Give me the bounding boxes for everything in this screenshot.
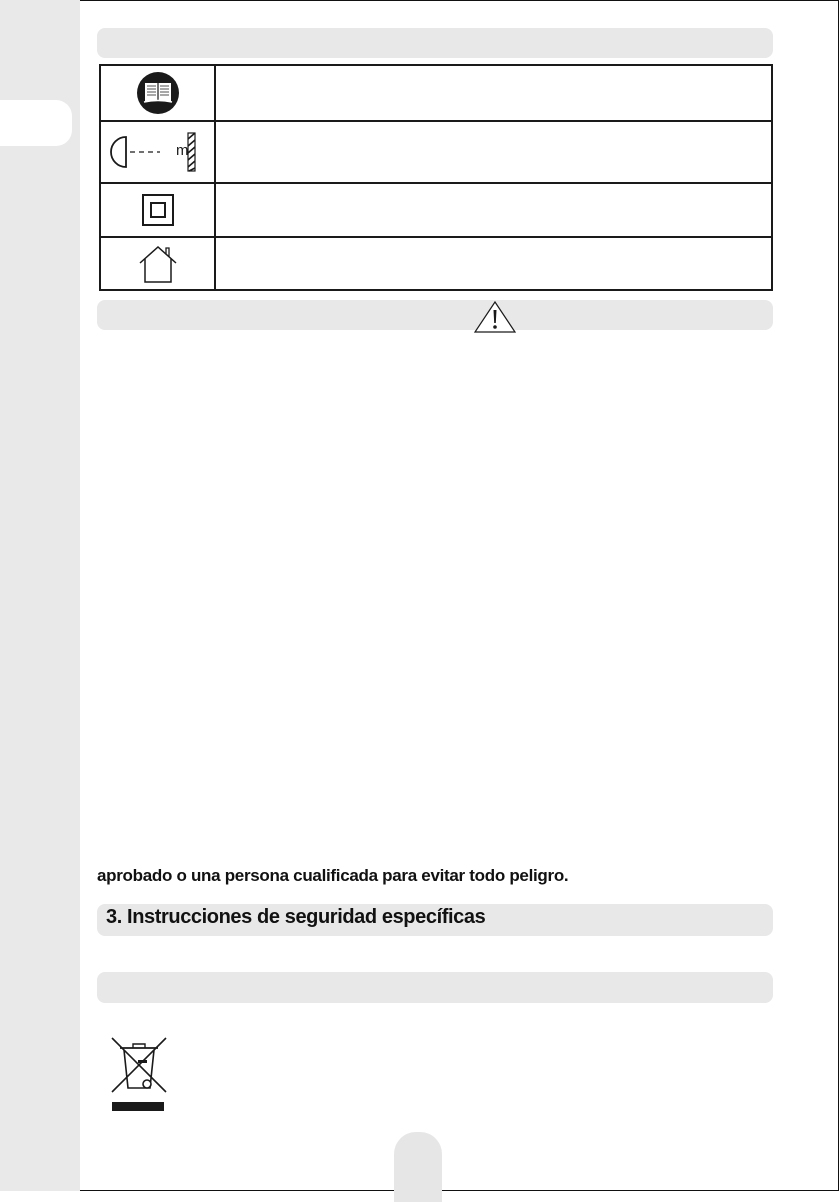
symbol-description	[218, 238, 771, 289]
symbol-row	[101, 66, 771, 122]
crossed-out-bin-weee-icon	[110, 1036, 168, 1119]
read-manual-icon	[101, 66, 216, 120]
symbols-header-bar	[97, 28, 773, 58]
symbol-description	[218, 122, 771, 182]
minimum-distance-icon	[101, 122, 216, 182]
symbols-table	[99, 64, 773, 291]
indoor-use-house-icon	[101, 238, 216, 289]
symbol-description	[218, 184, 771, 236]
warnings-header-bar	[97, 300, 773, 330]
symbol-description	[218, 66, 771, 120]
disposal-header-bar	[97, 972, 773, 1003]
body-text-line: aprobado o una persona cualificada para evitar todo peligro.	[97, 866, 569, 885]
double-insulation-icon	[101, 184, 216, 236]
page-number-tab	[394, 1132, 442, 1202]
side-tab-marker	[0, 100, 72, 146]
symbol-row	[101, 238, 771, 289]
warning-triangle-icon	[473, 300, 517, 339]
distance-unit-label: m	[176, 142, 189, 159]
side-margin-strip	[0, 0, 80, 1191]
symbol-row	[101, 122, 771, 184]
section-title: 3. Instrucciones de seguridad específicas	[106, 906, 486, 928]
symbol-row	[101, 184, 771, 238]
